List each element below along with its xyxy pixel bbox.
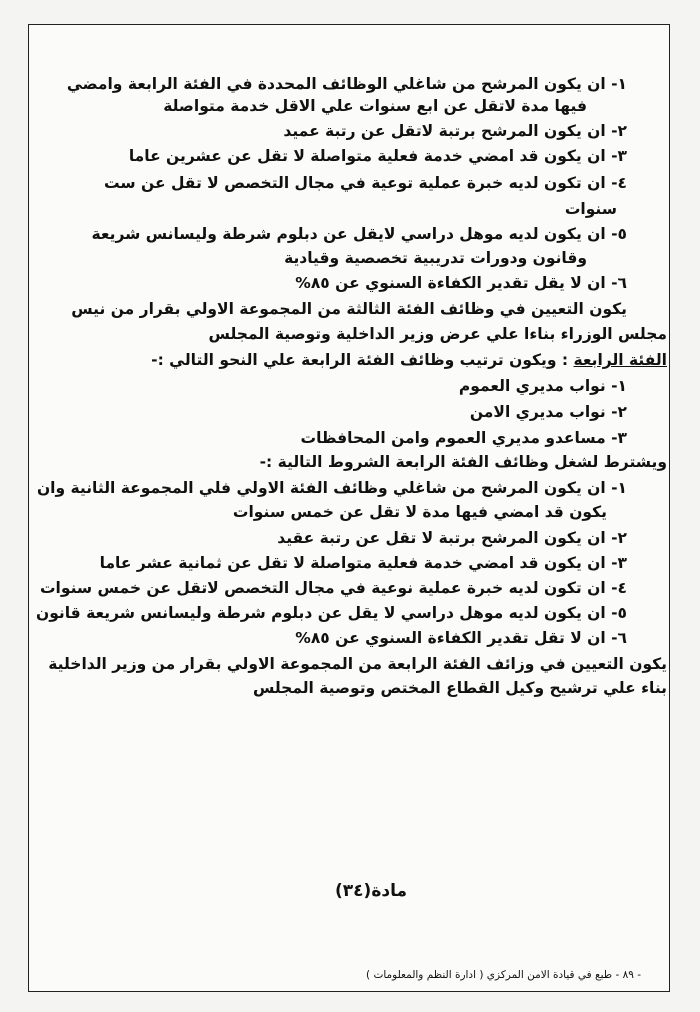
s3-condition-line-4: ٣- ان يكون قد امضي خدمة فعلية متواصلة لا تقل عن عشرين عاما xyxy=(128,147,627,165)
s4-condition-line-7: ٦- ان لا تقل تقدير الكفاءة السنوي عن ٨٥% xyxy=(295,629,627,647)
s4-position-3: ٣- مساعدو مديري العموم وامن المحافظات xyxy=(300,429,627,447)
s3-condition-line-3: ٢- ان يكون المرشح برتبة لاتقل عن رتبة عميد xyxy=(283,122,627,140)
s4-heading: الفئة الرابعة xyxy=(573,351,667,369)
s4-heading-row xyxy=(151,349,667,371)
s4-condition-line-4: ٣- ان يكون قد امضي خدمة فعلية متواصلة لا تقل عن ثمانية عشر عاما xyxy=(99,554,627,572)
document-page xyxy=(28,24,670,992)
s4-condition-line-6: ٥- ان يكون لديه موهل دراسي لا يقل عن دبلوم شرطة وليسانس شريعة قانون xyxy=(35,604,627,622)
s4-condition-line-2: يكون قد امضي فيها مدة لا تقل عن خمس سنوات xyxy=(232,503,607,521)
s3-condition-line-1: ١- ان يكون المرشح من شاغلي الوظائف المحددة في الفئة الرابعة وامضي xyxy=(66,75,627,93)
page-footer: - ٨٩ - طبع في قيادة الامن المركزي ( ادارة النظم والمعلومات ) xyxy=(366,969,641,981)
s3-appointment-line-1: يكون التعيين في وظائف الفئة الثالثة من المجموعة الاولي بقرار من نيس xyxy=(71,300,627,318)
s4-condition-line-5: ٤- ان تكون لديه خبرة عملية نوعية في مجال التخصص لاتقل عن خمس سنوات xyxy=(39,579,627,597)
s4-condition-line-1: ١- ان يكون المرشح من شاغلي وظائف الفئة الاولي فلي المجموعة الثانية وان xyxy=(36,479,627,497)
s3-appointment-line-2: مجلس الوزراء بناءا علي عرض وزير الداخلية وتوصية المجلس xyxy=(208,325,667,343)
s4-appointment-line-1: يكون التعيين في وزائف الفئة الرابعة من المجموعة الاولي بقرار من وزير الداخلية xyxy=(48,655,667,673)
s3-condition-line-8: وقانون ودورات تدريبية تخصصية وقيادية xyxy=(284,249,587,267)
s4-conditions-intro: ويشترط لشغل وظائف الفئة الرابعة الشروط التالية :- xyxy=(259,453,667,471)
document-body xyxy=(29,25,669,991)
s3-condition-line-9: ٦- ان لا يقل تقدير الكفاءة السنوي عن ٨٥% xyxy=(295,274,627,292)
s4-condition-line-3: ٢- ان يكون المرشح برتبة لا تقل عن رتبة عقيد xyxy=(277,529,627,547)
s4-intro: : ويكون ترتيب وظائف الفئة الرابعة علي النحو التالي :- xyxy=(151,351,569,369)
s3-condition-line-5: ٤- ان تكون لديه خبرة عملية توعية في مجال التخصص لا تقل عن ست xyxy=(103,174,627,192)
s3-condition-line-7: ٥- ان يكون لديه موهل دراسي لايقل عن دبلوم شرطة وليسانس شريعة xyxy=(91,225,627,243)
s3-condition-line-6: سنوات xyxy=(564,200,617,218)
s4-appointment-line-2: بناء علي ترشيح وكيل القطاع المختص وتوصية المجلس xyxy=(252,679,667,697)
s4-position-1: ١- نواب مديري العموم xyxy=(458,377,627,395)
article-label: مادة(٣٤) xyxy=(335,881,407,901)
s4-position-2: ٢- نواب مديري الامن xyxy=(469,403,627,421)
s3-condition-line-2: فيها مدة لاتقل عن ابع سنوات علي الاقل خدمة متواصلة xyxy=(163,97,587,115)
